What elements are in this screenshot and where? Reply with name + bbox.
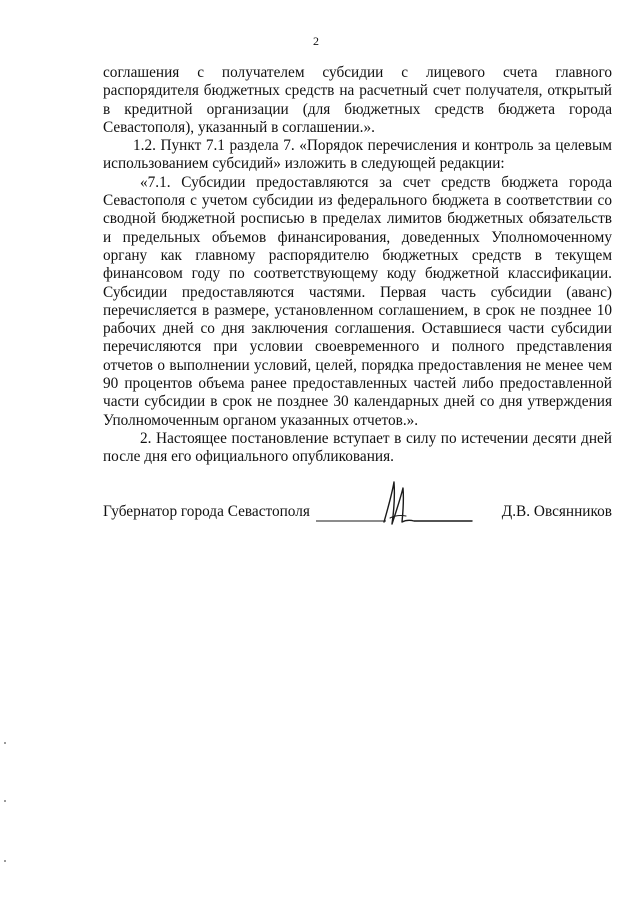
signatory-name: Д.В. Овсянников <box>501 503 612 520</box>
scan-mark <box>4 742 6 744</box>
paragraph-continuation: соглашения с получателем субсидии с лицевого счета главного распорядителя бюджетных средств на расчетный счет получателя, открытый в кредитной организации (для бюджетных средств бюджета города Севастополя), указанный в соглашении.». <box>103 64 612 136</box>
document-body <box>103 64 612 467</box>
paragraph-amendment-1-2: 1.2. Пункт 7.1 раздела 7. «Порядок перечисления и контроль за целевым использованием субсидий» изложить в следующей редакции: <box>103 137 612 173</box>
paragraph-effective-date: 2. Настоящее постановление вступает в силу по истечении десяти дней после дня его официального опубликования. <box>103 429 612 466</box>
signatory-title: Губернатор города Севастополя <box>103 503 310 520</box>
page-number: 2 <box>313 34 319 48</box>
scan-mark <box>4 860 6 862</box>
paragraph-clause-7-1: «7.1. Субсидии предоставляются за счет средств бюджета города Севастополя с учетом субсидии из федерального бюджета в соответствии со сводной бюджетной росписью в пределах лимитов бюджетных обязательств и предельных объемов финансирования, доведенных Уполномоченному органу как главному распорядителю бюджетных средств в текущем финансовом году по соответствующему коду бюджетной классификации. Субсидии предоставляются частями. Первая часть субсидии (аванс) перечисляется в размере, установленном соглашением, в срок не позднее 10 рабочих дней со дня заключения соглашения. Оставшиеся части субсидии перечисляются при условии своевременного и полного представления отчетов о выполнении условий, целей, порядка предоставления не менее чем 90 процентов объема ранее предоставленных частей либо предоставленной части субсидии в срок не позднее 30 календарных дней со дня утверждения Уполномоченным органом указанных отчетов.». <box>103 173 612 429</box>
scan-mark <box>4 800 6 802</box>
handwritten-signature <box>314 478 474 538</box>
